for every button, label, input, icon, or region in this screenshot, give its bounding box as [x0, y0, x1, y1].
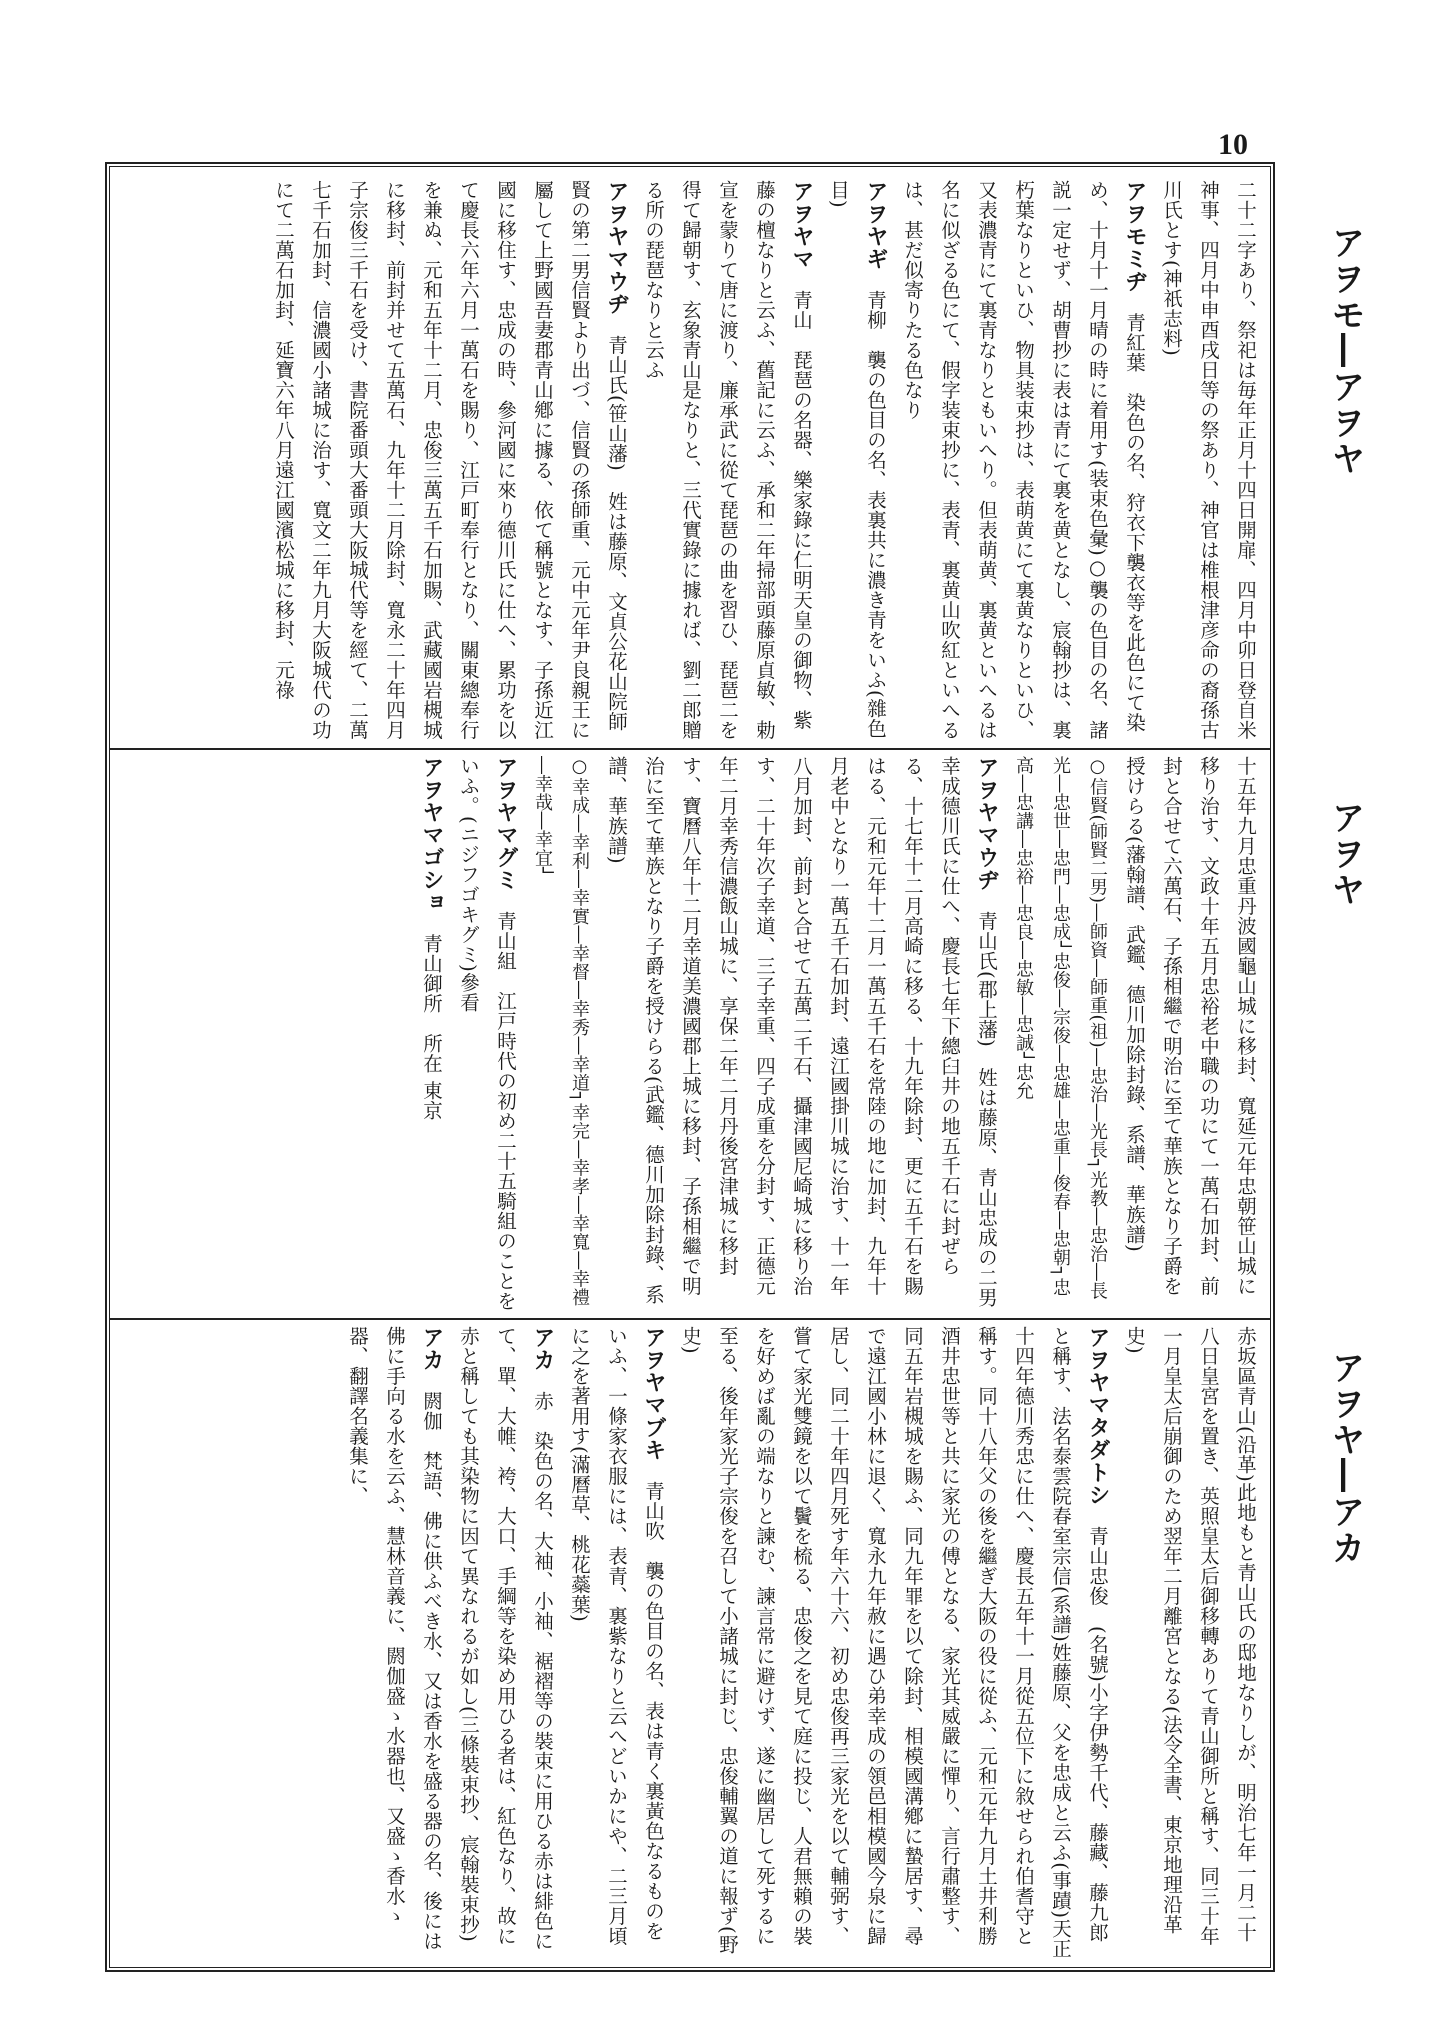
- genealogy-chart: [524, 756, 598, 1312]
- entry-definition: (名號)小字伊勢千代、藤藏、藤九郎と稱す、法名泰雲院春室宗信(系譜)姓藤原、父を忠成と云ふ(事蹟)天正十四年德川秀忠に仕へ、慶長五年十一月從五位下に敘せられ伯耆守と稱す。同十八年父の後を繼ぎ大阪の役に從ふ、元和元年九月土井利勝酒井忠世等と共に家光の傅となる、家光其威嚴に憚り、言行肅整す、同五年岩槻城を賜ふ、同九年罪を以て除封、相模國溝鄕に蟄居す、尋で遠江國小林に退く、寬永九年赦に遇ひ弟幸成の領邑相模國今泉に歸居し、同二十年四月死す年六十六、初め忠俊再三家光を以て輔弼す、嘗て家光雙鏡を以て鬢を梳る、忠俊之を見て庭に投じ、人君無賴の裝を好めば亂の端なりと諫む、諫言常に避けず、遂に幽居して死するに至る、後年家光子宗俊を召して小諸城に封じ、忠俊輔翼の道に報ず(野史): [679, 1326, 1109, 1959]
- entry-headword: アヲヤギ: [863, 180, 888, 270]
- entry-kanji: 青紅葉: [1123, 312, 1146, 373]
- entry-definition: 所在 東京: [420, 1033, 443, 1121]
- running-head-middle: アヲヤ: [1325, 800, 1365, 908]
- entry-kanji: 青山吹: [642, 1481, 665, 1541]
- entry-headword: アヲヤマグミ: [493, 756, 518, 891]
- dictionary-entry: [561, 1326, 672, 1960]
- entry-headword: アカ: [530, 1326, 555, 1371]
- entry-headword: アヲヤマ: [789, 180, 814, 270]
- continuation-text: 二十二字あり、祭祀は毎年正月十四日開扉、四月中卯日登自米神事、四月中申酉戌日等の祭あり、神官は椎根津彦命の裔孫古川氏とす(神祇志料): [1160, 180, 1257, 740]
- dictionary-entry: [672, 1326, 1116, 1960]
- dictionary-entry: [265, 180, 635, 740]
- continuation-text: 十五年九月忠重丹波國龜山城に移封、寬延元年忠朝笹山城に移り治す、文政十年五月忠裕老中職の功にて一萬石加封、前封と合せて六萬石、子孫相繼で明治に至て華族となり子爵を授けらる(藩翰譜、武鑑、德川加除封錄、系譜、華族譜): [1123, 756, 1257, 1296]
- section-middle: [112, 756, 1264, 1312]
- entry-headword: アヲヤマウヂ: [974, 756, 999, 891]
- entry-definition: 江戸時代の初め二十五騎組のことをいふ。(ニジフゴキグミ)參看: [457, 756, 517, 1311]
- entry-kanji: 青山御所: [420, 933, 443, 1014]
- entry-definition: 襲の色目の名、表は青く裏黃色なるものをいふ、一條家衣服には、表青、裏紫なりと云へどいかにや、二三月頃に之を著用す(滿曆草、桃花蘂葉): [568, 1326, 665, 1946]
- dictionary-entry: [894, 180, 1153, 740]
- entry-headword: アヲヤマブキ: [641, 1326, 666, 1461]
- dictionary-entry: [635, 180, 820, 740]
- entry-kanji: 青山忠俊: [1086, 1526, 1109, 1606]
- entry-definition: 姓は藤原、文貞公花山院師賢の第二男信賢より出づ、信賢の孫師重、元中元年尹良親王に屬して上野國吾妻郡青山鄕に據る、依て稱號となす、子孫近江國に移住す、忠成の時、參河國に來り德川氏に仕へ、累功を以て慶長六年六月一萬石を賜り、江戸町奉行となり、關東總奉行を兼ぬ、元和五年十二月、忠俊三萬五千石加賜、武藏國岩槻城に移封、前封并せて五萬石、九年十二月除封、寬永二十年四月子宗俊三千石を受け、書院番頭大番頭大阪城代等を經て、二萬七千石加封、信濃國小諸城に治す、寬文二年九月大阪城代の功にて二萬石加封、延寶六年八月遠江國濱松城に移封、元祿: [272, 180, 628, 740]
- entry-headword: アカ: [419, 1326, 444, 1371]
- genealogy-chart: [1005, 756, 1116, 1312]
- entry-note: (郡上藩): [975, 971, 998, 1048]
- page-number: 10: [1218, 128, 1248, 161]
- section-top: [112, 180, 1264, 740]
- dictionary-entry: [413, 756, 450, 1312]
- genealogy-line: ○幸成―幸利―幸實―幸督―幸秀―幸道┐幸完―幸孝―幸寬―幸禮―幸哉―幸宜┘: [532, 756, 590, 1307]
- dictionary-entry: [450, 1326, 561, 1960]
- entry-definition: 姓は藤原、青山忠成の二男幸成德川氏に仕へ、慶長七年下總臼井の地五千石に封ぜらる、十七年十二月高崎に移る、十九年除封、更に五千石を賜はる、元和元年十二月一萬五千石を常陸の地に加封、九年十月老中となり一萬五千石加封、遠江國掛川城に治す、十一年八月加封、前封と合せて五萬二千石、攝津國尼崎城に移り治す、二十年次子幸道、三子幸重、四子成重を分封す、正德元年二月幸秀信濃飯山城に、享保二年二月丹後宮津城に移封す、寶曆八年十二月幸道美濃國郡上城に移封、子孫相繼で明治に至て華族となり子爵を授けらる(武鑑、德川加除封錄、系譜、華族譜): [605, 756, 998, 1308]
- dictionary-entry: [820, 180, 894, 740]
- entry-kanji: 青山組: [494, 911, 517, 971]
- section-divider-2: [109, 1318, 1271, 1320]
- entry-kanji: 青山氏: [975, 911, 998, 971]
- entry-kanji: 青山: [790, 290, 813, 330]
- entry-headword: アヲモミヂ: [1122, 180, 1147, 293]
- dictionary-entry: [339, 1326, 450, 1960]
- entry-kanji: 青山氏: [605, 335, 628, 395]
- entry-definition: 襲の色目の名、表裏共に濃き青をいふ(雜色目): [827, 180, 887, 739]
- entry-definition: 染色の名、大袖、小袖、裾褶等の裝束に用ひる赤は緋色にて、單、大帷、袴、大口、手綱等を染め用ひる者は、紅色なり、故に赤と稱しても其染物に因て異なれるが如し(三條裝束抄、宸翰裝束抄): [457, 1326, 554, 1951]
- entry-kanji: 赤: [531, 1391, 554, 1411]
- entry-kanji: 青柳: [864, 290, 887, 330]
- entry-definition: 琵琶の名器、樂家錄に仁明天皇の御物、紫藤の檀なりと云ふ、舊記に云ふ、承和二年掃部頭藤原貞敏、勅宣を蒙りて唐に渡り、廉承武に從て琵琶の曲を習ひ、琵琶二を得て歸朝す、玄象青山是なりと、三代實錄に據れば、劉二郎贈る所の琵琶なりと云ふ: [642, 180, 813, 740]
- continuation-text: 赤坂區青山(沿革)此地もと青山氏の邸地なりしが、明治七年一月二十八日皇宮を置き、英照皇太后御移轉ありて青山御所と稱す、同三十年一月皇太后崩御のため翌年二月離宮となる(法令全書、東京地理沿革史): [1123, 1326, 1257, 1946]
- section-divider-1: [109, 748, 1271, 750]
- genealogy-line: ○信賢(師賢二男)―師資―師重(祖)―忠治―光長┐光教―忠治―長光―忠世―忠門―忠成┘忠俊―宗俊―忠雄―忠重―俊春―忠朝┐忠高―忠講―忠裕―忠良―忠敏―忠誠┘忠允: [1013, 756, 1108, 1300]
- running-head-top: アヲモ―アヲヤ: [1325, 225, 1365, 477]
- entry-note: (笹山藩): [605, 395, 628, 472]
- entry-headword: アヲヤマウヂ: [604, 180, 629, 315]
- dictionary-entry: [450, 756, 524, 1312]
- entry-headword: アヲヤマタダトシ: [1085, 1326, 1110, 1506]
- section-bottom: [112, 1326, 1264, 1960]
- entry-headword: アヲヤマゴショ: [419, 756, 444, 914]
- running-head-bottom: アヲヤ―アカ: [1325, 1350, 1365, 1566]
- entry-kanji: 閼伽: [420, 1391, 443, 1431]
- dictionary-entry: [598, 756, 1005, 1312]
- entry-definition: 梵語、佛に供ふべき水、又は香水を盛る器の名、後には佛に手向る水を云ふ、慧林音義に、閼伽盛ゝ水器也、又盛ゝ香水ゝ器、翻譯名義集に、: [346, 1326, 443, 1951]
- entry-definition: 染色の名、狩衣下襲衣等を此色にて染め、十月十一月晴の時に着用す(装束色彙)○襲の色目の名、諸説一定せず、胡曹抄に表は青にて裏を黄となし、宸翰抄は、裏朽葉なりといひ、物具装束抄は、表萌黄にて裏黄なりといひ、又表濃青にて裏青なりともいへり。但表萌黄、裏黄といへるは名に似ざる色にて、假字装束抄に、表青、裏黄山吹紅といへるは、甚だ似寄りたる色なり: [901, 180, 1146, 740]
